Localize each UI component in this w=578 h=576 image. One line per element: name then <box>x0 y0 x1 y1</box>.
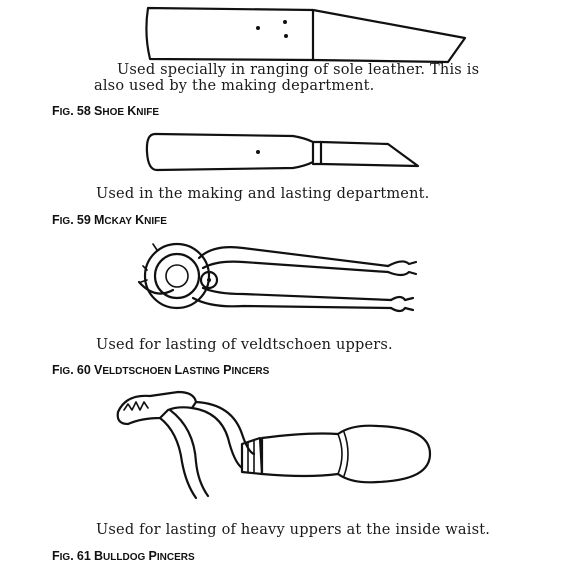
mckay-knife-illustration <box>143 128 428 178</box>
figure-title: MCKAY KNIFE <box>94 213 167 227</box>
figure-description: Used specially in ranging of sole leather. This is <box>117 62 480 78</box>
figure-description: Used for lasting of heavy uppers at the inside waist. <box>96 522 491 538</box>
figure-caption <box>52 213 167 227</box>
figure-title: SHOE KNIFE <box>94 104 160 118</box>
figure-number: FIG. 59 <box>52 213 91 227</box>
figure-title: VELDTSCHOEN LASTING PINCERS <box>94 363 270 377</box>
shoe-knife-illustration <box>140 2 470 64</box>
figure-caption <box>52 549 195 563</box>
figure-description: Used in the making and lasting department. <box>96 186 430 202</box>
bulldog-pincers-illustration <box>108 388 440 506</box>
figure-description: Used for lasting of veldtschoen uppers. <box>96 337 393 353</box>
figure-number: FIG. 60 <box>52 363 91 377</box>
figure-title: BULLDOG PINCERS <box>94 549 195 563</box>
figure-number: FIG. 58 <box>52 104 91 118</box>
figure-caption <box>52 104 159 118</box>
figure-number: FIG. 61 <box>52 549 91 563</box>
veldtschoen-lasting-pincers-illustration <box>133 236 433 320</box>
figure-caption <box>52 363 269 377</box>
figure-description: also used by the making department. <box>94 78 375 94</box>
